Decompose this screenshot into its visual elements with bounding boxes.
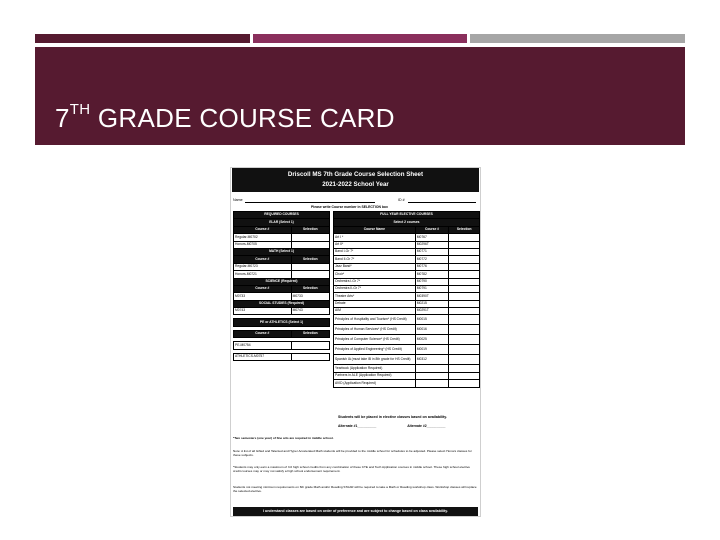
table-row: [334, 248, 480, 255]
table-cell: [449, 278, 480, 285]
table-cell: [449, 325, 480, 335]
required-courses-table: [233, 211, 330, 361]
table-cell: Jazz Band*: [334, 263, 416, 270]
table-cell: AVID (Application Required): [334, 380, 416, 387]
table-cell: Selection: [291, 256, 329, 263]
table-row: [234, 212, 330, 219]
alternates-row: [338, 424, 476, 428]
table-cell: [449, 300, 480, 307]
workshop-note: Students not meeting minimum requirements on 6th grade Math and/or Reading STAAR will be required to take a Math or Reading workshop class. Workshop classes will replace the selected elective.: [233, 485, 477, 494]
table-cell: Course #: [234, 226, 292, 233]
table-cell: M0771: [415, 248, 449, 255]
table-row: [334, 325, 480, 335]
table-cell: M0782: [415, 271, 449, 278]
table-cell: M0312: [415, 355, 449, 365]
table-cell: Course #: [234, 256, 292, 263]
table-row: [334, 226, 480, 233]
table-row: [234, 308, 330, 315]
table-row: [334, 345, 480, 355]
table-row: [234, 293, 330, 300]
table-cell: [291, 234, 329, 241]
table-cell: Art I *: [334, 234, 416, 241]
table-cell: [449, 248, 480, 255]
table-row: [334, 315, 480, 325]
table-cell: ATHLETICS-M0757: [234, 353, 292, 360]
table-row: [334, 355, 480, 365]
fine-arts-note: *Two semesters (one year) of fine arts are required in middle school.: [233, 436, 334, 440]
table-cell: [415, 380, 449, 387]
table-cell: REQUIRED COURSES: [234, 212, 330, 219]
table-cell: [449, 315, 480, 325]
table-cell: AIM: [334, 308, 416, 315]
table-cell: [449, 308, 480, 315]
table-row: [234, 319, 330, 326]
alternate-2: Alternate #2__________: [407, 424, 446, 428]
table-cell: [415, 372, 449, 379]
title-rest: GRADE COURSE CARD: [90, 103, 395, 133]
sheet-title: Driscoll MS 7th Grade Course Selection Sheet: [287, 171, 424, 178]
table-cell: Orchestra II-Gr 7*: [334, 285, 416, 292]
alternate-1: Alternate #1__________: [338, 424, 377, 428]
table-cell: PE or ATHLETICS (Select 1): [234, 319, 330, 326]
table-cell: Orchestra I-Gr 7*: [334, 278, 416, 285]
accent-bar-3: [470, 34, 685, 43]
table-cell: [449, 380, 480, 387]
table-cell: [291, 271, 329, 278]
table-row: [334, 365, 480, 372]
table-cell: Yearbook (Application Required): [334, 365, 416, 372]
name-line: [245, 198, 375, 203]
table-cell: FULL YEAR ELECTIVE COURSES: [334, 212, 480, 219]
table-row: [234, 300, 330, 307]
table-row: [234, 248, 330, 255]
table-row: [334, 293, 480, 300]
table-cell: Principles of Human Services* (HS Credit): [334, 325, 416, 335]
table-cell: Selection: [449, 226, 480, 233]
course-sheet-image: [230, 167, 481, 517]
table-cell: Course #: [234, 330, 292, 337]
gifted-note: Note: A list of all Gifted and Talented and Hyper Accelerated Math students will be provided to the middle school for schedules to be adjusted. Please select Honors classes for these subjects.: [233, 449, 472, 458]
table-cell: M0015: [415, 315, 449, 325]
table-cell: Principles of Applied Engineering* (HS Credit): [334, 345, 416, 355]
elective-courses-table: [333, 211, 480, 388]
table-cell: [449, 365, 480, 372]
table-cell: Selection: [291, 285, 329, 292]
table-cell: [415, 365, 449, 372]
table-cell: Band I-Gr 7*: [334, 248, 416, 255]
table-row: [234, 271, 330, 278]
table-cell: M0291T: [415, 308, 449, 315]
accent-bar-1: [35, 34, 250, 43]
table-cell: ELAR (Select 1): [234, 219, 330, 226]
table-row: [234, 330, 330, 337]
slide-title: [55, 103, 395, 134]
table-cell: [449, 335, 480, 345]
sheet-header: [232, 168, 479, 192]
table-cell: M0791: [415, 285, 449, 292]
table-cell: M0743: [234, 308, 292, 315]
name-label: Name: [233, 198, 243, 202]
table-row: [334, 234, 480, 241]
table-cell: M0733: [234, 293, 292, 300]
table-cell: [449, 293, 480, 300]
table-cell: M0767: [415, 234, 449, 241]
table-cell: [449, 372, 480, 379]
table-cell: SOCIAL STUDIES (Required): [234, 300, 330, 307]
table-cell: Principles of Hospitality and Tourism* (HS Credit): [334, 315, 416, 325]
table-cell: Principles of Computer Science* (HS Credit): [334, 335, 416, 345]
table-row: [234, 342, 330, 349]
table-row: [234, 278, 330, 285]
table-row: [234, 256, 330, 263]
title-superscript: TH: [69, 101, 91, 119]
table-cell: M0296T: [415, 241, 449, 248]
table-cell: SCIENCE (Required): [234, 278, 330, 285]
table-cell: Selection: [291, 330, 329, 337]
sheet-year: 2021-2022 School Year: [322, 181, 389, 188]
table-cell: M0790: [415, 278, 449, 285]
id-label: ID #: [398, 198, 405, 202]
table-row: [234, 263, 330, 270]
table-row: [334, 300, 480, 307]
table-row: [234, 285, 330, 292]
table-cell: [449, 256, 480, 263]
table-cell: Course #: [234, 285, 292, 292]
table-row: [234, 219, 330, 226]
table-row: [334, 285, 480, 292]
table-row: [334, 271, 480, 278]
table-row: [334, 241, 480, 248]
table-row: [234, 353, 330, 360]
table-cell: PE-M0754: [234, 342, 292, 349]
table-cell: [291, 353, 329, 360]
table-cell: Choir*: [334, 271, 416, 278]
table-cell: M0733: [291, 293, 329, 300]
table-cell: [449, 241, 480, 248]
table-cell: M0390T: [415, 293, 449, 300]
table-cell: M0776: [415, 263, 449, 270]
table-cell: M0772: [415, 256, 449, 263]
table-cell: Selection: [291, 226, 329, 233]
table-cell: Regular-M0702: [234, 234, 292, 241]
table-row: [334, 335, 480, 345]
table-cell: [449, 263, 480, 270]
table-cell: Debate: [334, 300, 416, 307]
title-prefix: 7: [55, 103, 70, 133]
placement-note: Students will be placed in elective classes based on availability.: [338, 415, 447, 419]
table-row: [334, 372, 480, 379]
table-cell: [291, 241, 329, 248]
table-cell: [449, 234, 480, 241]
table-cell: Spanish IA (must take IB in 8th grade for HS Credit): [334, 355, 416, 365]
table-cell: M0215: [415, 300, 449, 307]
id-line: [408, 198, 476, 203]
table-row: [334, 219, 480, 226]
table-cell: Theatre Arts*: [334, 293, 416, 300]
accent-bar-2: [253, 34, 467, 43]
table-cell: Select 2 courses: [334, 219, 480, 226]
table-cell: M0016: [415, 325, 449, 335]
table-row: [334, 263, 480, 270]
table-cell: M0743: [291, 308, 329, 315]
table-cell: [291, 342, 329, 349]
write-note: Please write Course number in SELECTION box: [311, 205, 388, 209]
table-cell: Honors-M0721: [234, 271, 292, 278]
table-cell: Course Name: [334, 226, 416, 233]
table-cell: [449, 345, 480, 355]
table-cell: Band II-Gr 7*: [334, 256, 416, 263]
table-cell: [291, 263, 329, 270]
agreement-footer: I understand classes are based on order of preference and are subject to change based on class availability.: [233, 507, 478, 516]
table-cell: Partners in ALE (Application Required): [334, 372, 416, 379]
table-cell: Course #: [415, 226, 449, 233]
table-row: [334, 308, 480, 315]
table-row: [334, 380, 480, 387]
table-row: [234, 234, 330, 241]
table-cell: MATH (Select 1): [234, 248, 330, 255]
table-cell: M0019: [415, 345, 449, 355]
table-row: [334, 278, 480, 285]
table-row: [234, 226, 330, 233]
table-cell: Art II*: [334, 241, 416, 248]
credits-note: *Students may only earn a maximum of 3.0 high school credits from any combination of these CTE and Tech Application courses in middle school. These high school elective credit courses may or may not satisfy a high school endorsement requirement.: [233, 465, 471, 474]
table-row: [234, 241, 330, 248]
table-cell: M0025: [415, 335, 449, 345]
table-cell: [449, 355, 480, 365]
table-row: [334, 212, 480, 219]
table-cell: Regular-M0723: [234, 263, 292, 270]
table-cell: Honors-M0705: [234, 241, 292, 248]
table-cell: [449, 271, 480, 278]
table-cell: [449, 285, 480, 292]
table-row: [334, 256, 480, 263]
